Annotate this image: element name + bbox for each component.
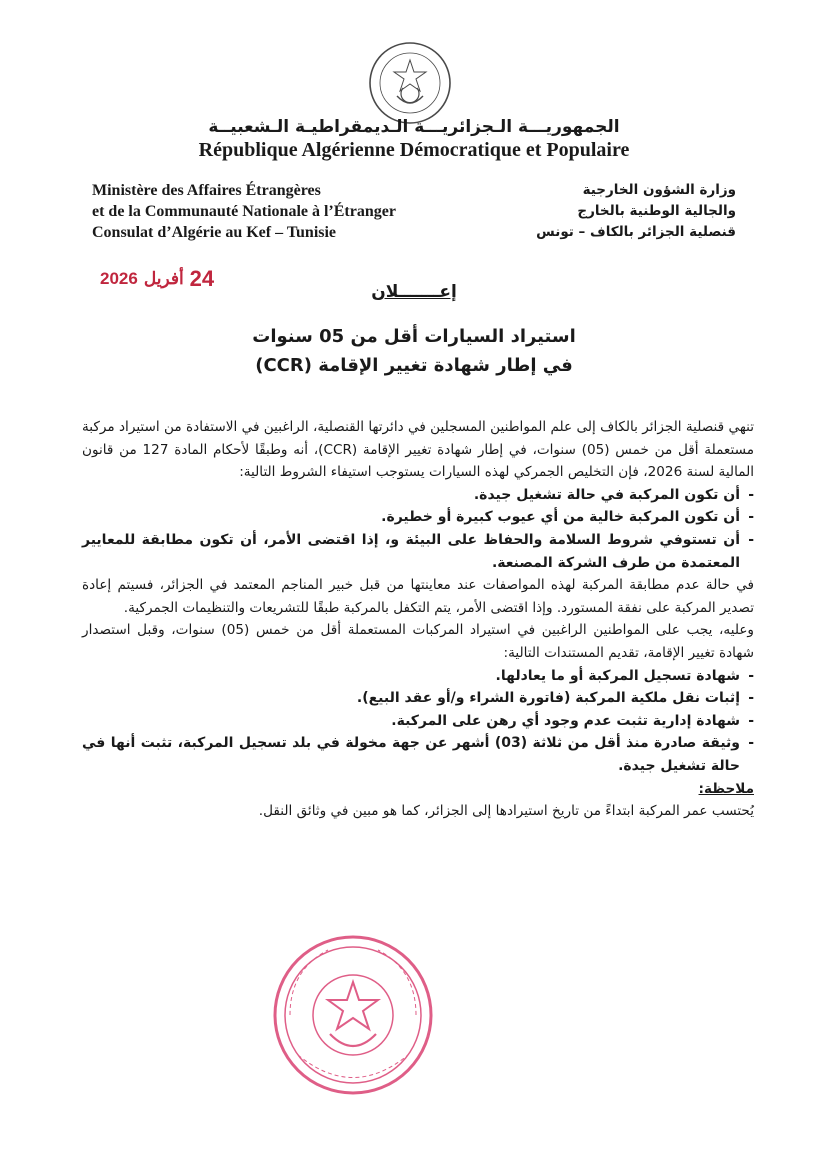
- paragraph-documents-intro: وعليه، يجب على المواطنين الراغبين في استيراد المركبات المستعملة أقل من خمس (05) سنوات، وقبل استصدار شهادة تغيير الإقامة، تقديم المستندات التالية:: [82, 622, 754, 661]
- paragraph-non-compliance: في حالة عدم مطابقة المركبة لهذه المواصفات عند معاينتها من قبل خبير المناجم المعتمد في الجزائر، فسيتم إعادة تصدير المركبة على نفقة المستورد. وإذا اقتضى الأمر، يتم التكفل بالمركبة طبقًا للتشريعات والتنظيمات الجمركية.: [82, 577, 754, 616]
- document-item: - شهادة تسجيل المركبة أو ما يعادلها.: [82, 665, 740, 688]
- ministry-ar-line1: وزارة الشؤون الخارجية: [582, 182, 736, 198]
- ministry-block-arabic: [476, 180, 736, 243]
- document-item: - إثبات نقل ملكية المركبة (فاتورة الشراء و/أو عقد البيع).: [82, 687, 740, 710]
- documents-list: [82, 665, 754, 778]
- condition-item: - أن تكون المركبة خالية من أي عيوب كبيرة أو خطيرة.: [82, 506, 740, 529]
- document-item: - وثيقة صادرة منذ أقل من ثلاثة (03) أشهر عن جهة مخولة في بلد تسجيل المركبة، تثبت أنها في حالة تشغيل جيدة.: [82, 732, 740, 777]
- consulate-stamp: [268, 930, 438, 1100]
- national-emblem-seal: [365, 38, 455, 128]
- ministry-fr-line2: et de la Communauté Nationale à l’Étranger: [92, 203, 396, 220]
- ministry-fr-line3: Consulat d’Algérie au Kef – Tunisie: [92, 224, 337, 241]
- subject-line2: في إطار شهادة تغيير الإقامة (CCR): [255, 355, 573, 376]
- ministry-ar-line2: والجالية الوطنية بالخارج: [577, 203, 736, 219]
- republic-name-arabic: الجمهوريـــة الـجزائريـــة الـديمقراطيـة الـشعبيــة: [208, 117, 620, 137]
- announcement-body: [82, 416, 754, 823]
- announcement-text: إعـــــــلان: [371, 282, 457, 302]
- condition-item: - أن تكون المركبة في حالة تشغيل جيدة.: [82, 484, 740, 507]
- condition-item: - أن تستوفي شروط السلامة والحفاظ على البيئة و، إذا اقتضى الأمر، أن تكون مطابقة للمعايير المعتمدة من طرف الشركة المصنعة.: [82, 529, 740, 574]
- ministry-block-french: [92, 180, 452, 243]
- date-year: 2026: [100, 269, 138, 288]
- announcement-heading: [0, 282, 828, 302]
- note-text: يُحتسب عمر المركبة ابتداءً من تاريخ استيرادها إلى الجزائر، كما هو مبين في وثائق النقل.: [258, 803, 754, 820]
- subject-line1: استيراد السيارات أقل من 05 سنوات: [252, 326, 576, 347]
- conditions-list: [82, 484, 754, 574]
- intro-paragraph: تنهي قنصلية الجزائر بالكاف إلى علم المواطنين المسجلين في دائرتها القنصلية، الراغبين في الاستفادة من استيراد مركبة مستعملة أقل من خمس (05) سنوات، في إطار شهادة تغيير الإقامة (CCR)، أنه وطبقًا لأحكام المادة 127 من قانون المالية لسنة 2026، فإن التخليص الجمركي لهذه السيارات يستوجب استيفاء الشروط التالية:: [82, 419, 754, 481]
- ministry-ar-line3: قنصلية الجزائر بالكاف – تونس: [536, 224, 736, 240]
- ministry-fr-line1: Ministère des Affaires Étrangères: [92, 182, 321, 199]
- date-month: أفريل: [143, 269, 184, 288]
- note-title: ملاحظة:: [698, 780, 754, 797]
- document-item: - شهادة إدارية تثبت عدم وجود أي رهن على المركبة.: [82, 710, 740, 733]
- date-day: 24: [189, 266, 215, 291]
- republic-name-french: République Algérienne Démocratique et Populaire: [198, 139, 630, 161]
